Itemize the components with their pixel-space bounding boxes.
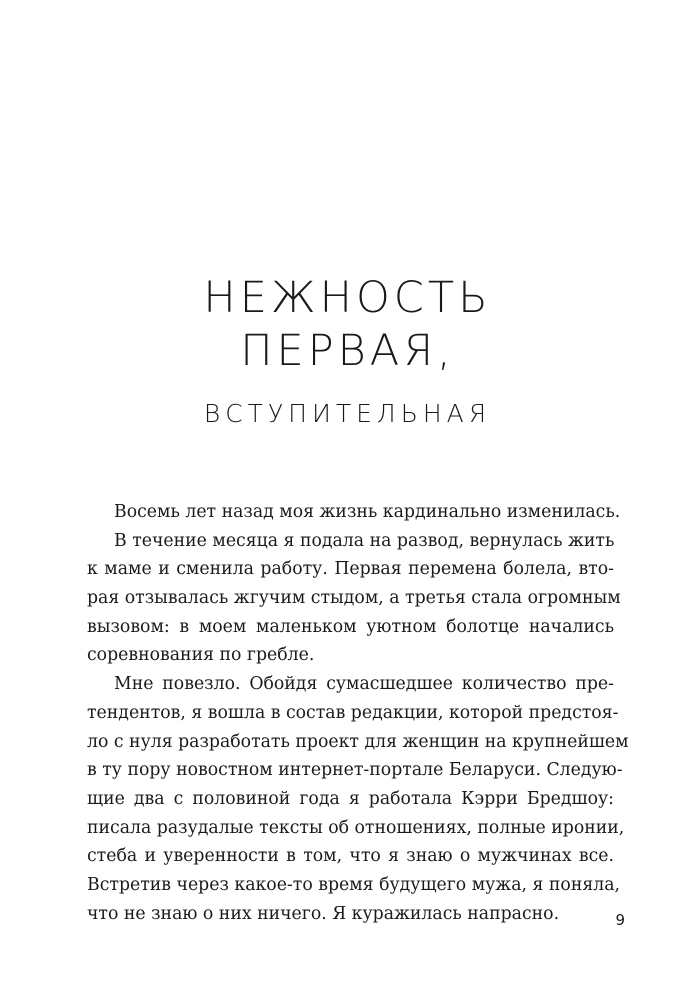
chapter-subtitle: ВСТУПИТЕЛЬНАЯ [203,399,492,428]
text-line: ло с нуля разработать проект для женщин на крупнейшем [87,731,629,752]
text-line: к маме и сменила работу. Первая перемена болела, вто- [87,559,614,580]
text-line: рая отзывалась жгучим стыдом, а третья стала огромным [87,588,621,609]
text-line: соревнования по гребле. [87,645,315,666]
text-line: тендентов, я вошла в состав редакции, которой предстоя- [87,702,619,723]
text-line: вызовом: в моем маленьком уютном болотце начались [87,616,614,637]
page-number: 9 [615,911,625,929]
text-line: стеба и уверенности в том, что я знаю о мужчинах все. [87,846,614,867]
chapter-title-line-1: НЕЖНОСТЬ [203,273,492,323]
text-line: что не знаю о них ничего. Я куражилась напрасно. [87,903,560,924]
text-line: Мне повезло. Обойдя сумасшедшее количество пре- [114,674,614,695]
text-line: Встретив через какое-то время будущего мужа, я поняла, [87,874,621,895]
text-line: В течение месяца я подала на развод, вернулась жить [114,530,615,551]
text-line: в ту пору новостном интернет-портале Беларуси. Следую- [87,760,623,781]
body-text [87,498,629,928]
text-line: Восемь лет назад моя жизнь кардинально изменилась. [114,502,621,522]
text-line: писала разудалые тексты об отношениях, полные иронии, [87,817,625,838]
chapter-title-line-2: ПЕРВАЯ, [240,326,455,376]
text-line: щие два с половиной года я работала Кэрри Бредшоу: [87,788,614,809]
